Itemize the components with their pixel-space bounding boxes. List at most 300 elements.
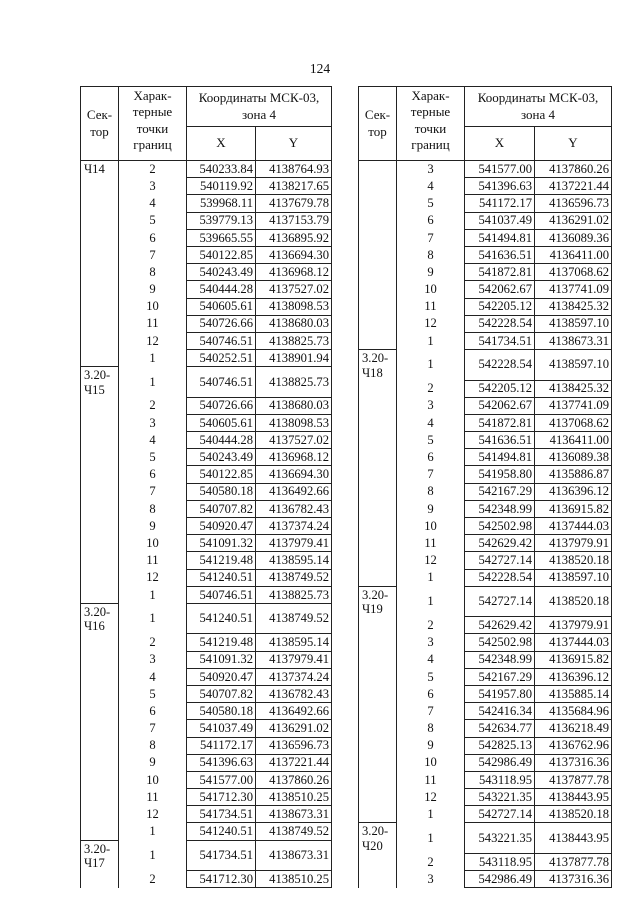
table-row xyxy=(359,789,612,806)
y-header: Y xyxy=(535,127,612,161)
table-row xyxy=(81,552,332,569)
y-coordinate-cell: 4137374.24 xyxy=(256,668,332,685)
table-row xyxy=(359,380,612,397)
table-row xyxy=(359,685,612,702)
point-number-cell: 4 xyxy=(119,432,187,449)
y-coordinate-cell: 4135886.87 xyxy=(535,466,612,483)
sector-cell xyxy=(359,806,397,823)
sector-cell xyxy=(81,720,119,737)
x-coordinate-cell: 539779.13 xyxy=(187,212,256,229)
table-row xyxy=(359,350,612,380)
x-coordinate-cell: 543221.35 xyxy=(465,789,535,806)
point-number-cell: 4 xyxy=(119,195,187,212)
y-coordinate-cell: 4138443.95 xyxy=(535,823,612,853)
table-row xyxy=(81,195,332,212)
table-row xyxy=(359,703,612,720)
y-coordinate-cell: 4138825.73 xyxy=(256,586,332,603)
x-coordinate-cell: 543221.35 xyxy=(465,823,535,853)
table-row xyxy=(81,737,332,754)
table-row xyxy=(359,466,612,483)
y-coordinate-cell: 4138098.53 xyxy=(256,298,332,315)
coordinates-table-left xyxy=(80,86,332,888)
y-coordinate-cell: 4136694.30 xyxy=(256,246,332,263)
y-coordinate-cell: 4136596.73 xyxy=(535,195,612,212)
sector-cell xyxy=(81,634,119,651)
x-coordinate-cell: 542727.14 xyxy=(465,586,535,616)
x-coordinate-cell: 539665.55 xyxy=(187,229,256,246)
sector-cell xyxy=(359,569,397,586)
point-number-cell: 3 xyxy=(397,161,465,178)
point-number-cell: 12 xyxy=(397,315,465,332)
sector-cell xyxy=(81,397,119,414)
x-coordinate-cell: 541577.00 xyxy=(187,771,256,788)
x-coordinate-cell: 542634.77 xyxy=(465,720,535,737)
point-number-cell: 9 xyxy=(397,264,465,281)
y-coordinate-cell: 4138680.03 xyxy=(256,315,332,332)
point-number-cell: 3 xyxy=(397,634,465,651)
table-row xyxy=(359,569,612,586)
sector-cell xyxy=(359,617,397,634)
y-coordinate-cell: 4137741.09 xyxy=(535,281,612,298)
table-row xyxy=(359,414,612,431)
y-coordinate-cell: 4137679.78 xyxy=(256,195,332,212)
x-coordinate-cell: 541037.49 xyxy=(187,720,256,737)
point-number-cell: 7 xyxy=(119,720,187,737)
y-coordinate-cell: 4136396.12 xyxy=(535,483,612,500)
table-body-right xyxy=(359,161,612,888)
sector-cell xyxy=(359,380,397,397)
table-body-left xyxy=(81,161,332,888)
x-coordinate-cell: 540746.51 xyxy=(187,332,256,349)
y-header: Y xyxy=(256,127,332,161)
y-coordinate-cell: 4138901.94 xyxy=(256,350,332,367)
y-coordinate-cell: 4138520.18 xyxy=(535,552,612,569)
x-coordinate-cell: 542205.12 xyxy=(465,298,535,315)
x-coordinate-cell: 540707.82 xyxy=(187,685,256,702)
table-row xyxy=(81,483,332,500)
y-coordinate-cell: 4138597.10 xyxy=(535,350,612,380)
y-coordinate-cell: 4137316.36 xyxy=(535,871,612,888)
x-coordinate-cell: 540726.66 xyxy=(187,315,256,332)
point-number-cell: 10 xyxy=(397,281,465,298)
sector-cell xyxy=(359,535,397,552)
point-number-cell: 10 xyxy=(119,298,187,315)
y-coordinate-cell: 4136411.00 xyxy=(535,246,612,263)
point-number-cell: 11 xyxy=(397,298,465,315)
point-number-cell: 1 xyxy=(397,350,465,380)
sector-cell xyxy=(81,518,119,535)
x-coordinate-cell: 541734.51 xyxy=(465,332,535,349)
table-row xyxy=(359,281,612,298)
sector-cell: 3.20- Ч18 xyxy=(359,350,397,380)
sector-cell xyxy=(81,350,119,367)
x-coordinate-cell: 542348.99 xyxy=(465,500,535,517)
point-number-cell: 5 xyxy=(119,685,187,702)
table-row xyxy=(359,195,612,212)
y-coordinate-cell: 4137979.91 xyxy=(535,535,612,552)
y-coordinate-cell: 4137153.79 xyxy=(256,212,332,229)
sector-cell xyxy=(81,212,119,229)
table-row xyxy=(359,449,612,466)
table-row xyxy=(81,432,332,449)
sector-header: Сек- тор xyxy=(359,87,397,161)
point-number-cell: 8 xyxy=(397,246,465,263)
x-coordinate-cell: 542348.99 xyxy=(465,651,535,668)
y-coordinate-cell: 4136915.82 xyxy=(535,500,612,517)
point-number-cell: 11 xyxy=(119,552,187,569)
point-number-cell: 6 xyxy=(397,449,465,466)
y-coordinate-cell: 4137741.09 xyxy=(535,397,612,414)
point-number-cell: 4 xyxy=(397,651,465,668)
table-row xyxy=(359,651,612,668)
y-coordinate-cell: 4137444.03 xyxy=(535,518,612,535)
x-coordinate-cell: 541494.81 xyxy=(465,449,535,466)
y-coordinate-cell: 4136596.73 xyxy=(256,737,332,754)
sector-cell xyxy=(81,823,119,840)
sector-cell: 3.20- Ч19 xyxy=(359,586,397,616)
y-coordinate-cell: 4137877.78 xyxy=(535,853,612,870)
sector-cell xyxy=(359,246,397,263)
sector-cell xyxy=(359,298,397,315)
point-number-cell: 2 xyxy=(119,634,187,651)
x-coordinate-cell: 541172.17 xyxy=(465,195,535,212)
table-row xyxy=(81,212,332,229)
sector-cell xyxy=(81,281,119,298)
y-coordinate-cell: 4138673.31 xyxy=(256,806,332,823)
y-coordinate-cell: 4136411.00 xyxy=(535,432,612,449)
sector-cell xyxy=(81,586,119,603)
x-coordinate-cell: 540605.61 xyxy=(187,298,256,315)
x-coordinate-cell: 540920.47 xyxy=(187,668,256,685)
y-coordinate-cell: 4137068.62 xyxy=(535,264,612,281)
table-row xyxy=(81,298,332,315)
x-coordinate-cell: 540252.51 xyxy=(187,350,256,367)
point-number-cell: 7 xyxy=(119,483,187,500)
point-number-cell: 5 xyxy=(119,449,187,466)
table-row xyxy=(359,229,612,246)
table-row xyxy=(81,500,332,517)
x-coordinate-cell: 540580.18 xyxy=(187,703,256,720)
x-coordinate-cell: 541219.48 xyxy=(187,552,256,569)
y-coordinate-cell: 4136291.02 xyxy=(256,720,332,737)
table-row xyxy=(81,229,332,246)
y-coordinate-cell: 4138597.10 xyxy=(535,569,612,586)
y-coordinate-cell: 4138680.03 xyxy=(256,397,332,414)
sector-cell xyxy=(359,668,397,685)
coords-title-header: Координаты МСК-03, зона 4 xyxy=(187,87,332,127)
table-row xyxy=(81,823,332,840)
table-row xyxy=(81,161,332,178)
x-coordinate-cell: 541636.51 xyxy=(465,246,535,263)
x-coordinate-cell: 540707.82 xyxy=(187,500,256,517)
table-row xyxy=(359,397,612,414)
point-number-cell: 1 xyxy=(397,569,465,586)
table-row xyxy=(359,315,612,332)
y-coordinate-cell: 4137444.03 xyxy=(535,634,612,651)
x-coordinate-cell: 542825.13 xyxy=(465,737,535,754)
table-row xyxy=(81,315,332,332)
point-number-cell: 3 xyxy=(119,651,187,668)
y-coordinate-cell: 4137877.78 xyxy=(535,771,612,788)
x-coordinate-cell: 540243.49 xyxy=(187,449,256,466)
sector-cell xyxy=(81,500,119,517)
point-number-cell: 7 xyxy=(397,466,465,483)
y-coordinate-cell: 4138425.32 xyxy=(535,380,612,397)
x-coordinate-cell: 541240.51 xyxy=(187,603,256,633)
x-coordinate-cell: 543118.95 xyxy=(465,853,535,870)
x-coordinate-cell: 542062.67 xyxy=(465,281,535,298)
x-coordinate-cell: 542502.98 xyxy=(465,518,535,535)
sector-cell xyxy=(359,229,397,246)
sector-header: Сек- тор xyxy=(81,87,119,161)
point-number-cell: 2 xyxy=(119,397,187,414)
x-coordinate-cell: 541219.48 xyxy=(187,634,256,651)
table-row xyxy=(81,603,332,633)
sector-cell xyxy=(81,315,119,332)
y-coordinate-cell: 4138749.52 xyxy=(256,569,332,586)
sector-cell xyxy=(81,483,119,500)
table-row xyxy=(81,586,332,603)
sector-cell xyxy=(359,264,397,281)
table-row xyxy=(81,350,332,367)
sector-cell xyxy=(359,483,397,500)
x-coordinate-cell: 540605.61 xyxy=(187,414,256,431)
point-number-cell: 8 xyxy=(119,264,187,281)
point-number-cell: 8 xyxy=(397,483,465,500)
y-coordinate-cell: 4138098.53 xyxy=(256,414,332,431)
sector-cell xyxy=(81,754,119,771)
table-row xyxy=(359,552,612,569)
point-number-cell: 10 xyxy=(397,754,465,771)
table-row xyxy=(359,853,612,870)
point-number-cell: 5 xyxy=(119,212,187,229)
sector-cell xyxy=(359,552,397,569)
table-row xyxy=(81,771,332,788)
y-coordinate-cell: 4137860.26 xyxy=(535,161,612,178)
point-number-cell: 12 xyxy=(119,332,187,349)
page-number: 124 xyxy=(309,61,331,76)
sector-cell xyxy=(359,466,397,483)
y-coordinate-cell: 4138595.14 xyxy=(256,634,332,651)
point-number-cell: 10 xyxy=(397,518,465,535)
point-number-cell: 5 xyxy=(397,668,465,685)
x-header: X xyxy=(465,127,535,161)
y-coordinate-cell: 4136915.82 xyxy=(535,651,612,668)
sector-cell xyxy=(81,737,119,754)
y-coordinate-cell: 4138673.31 xyxy=(256,840,332,870)
x-coordinate-cell: 542167.29 xyxy=(465,668,535,685)
table-row xyxy=(81,668,332,685)
table-row xyxy=(81,685,332,702)
y-coordinate-cell: 4138764.93 xyxy=(256,161,332,178)
y-coordinate-cell: 4137979.91 xyxy=(535,617,612,634)
table-row xyxy=(81,840,332,870)
y-coordinate-cell: 4136694.30 xyxy=(256,466,332,483)
x-coordinate-cell: 541712.30 xyxy=(187,871,256,888)
y-coordinate-cell: 4137979.41 xyxy=(256,535,332,552)
y-coordinate-cell: 4138510.25 xyxy=(256,789,332,806)
sector-cell xyxy=(359,195,397,212)
point-number-cell: 12 xyxy=(119,806,187,823)
x-coordinate-cell: 541577.00 xyxy=(465,161,535,178)
point-number-cell: 1 xyxy=(397,586,465,616)
sector-cell xyxy=(359,315,397,332)
y-coordinate-cell: 4136492.66 xyxy=(256,483,332,500)
point-number-cell: 4 xyxy=(119,668,187,685)
sector-cell xyxy=(359,771,397,788)
y-coordinate-cell: 4138825.73 xyxy=(256,332,332,349)
point-number-cell: 6 xyxy=(119,229,187,246)
y-coordinate-cell: 4136968.12 xyxy=(256,449,332,466)
point-number-cell: 7 xyxy=(397,229,465,246)
point-number-cell: 10 xyxy=(119,535,187,552)
table-row xyxy=(359,634,612,651)
sector-cell xyxy=(81,569,119,586)
x-coordinate-cell: 541091.32 xyxy=(187,535,256,552)
x-coordinate-cell: 540122.85 xyxy=(187,466,256,483)
y-coordinate-cell: 4136492.66 xyxy=(256,703,332,720)
point-number-cell: 1 xyxy=(397,823,465,853)
sector-cell xyxy=(81,449,119,466)
point-number-cell: 11 xyxy=(119,789,187,806)
point-number-cell: 11 xyxy=(397,535,465,552)
sector-cell xyxy=(81,806,119,823)
table-row xyxy=(81,246,332,263)
point-number-cell: 3 xyxy=(119,178,187,195)
sector-cell xyxy=(359,332,397,349)
table-row xyxy=(81,754,332,771)
table-row xyxy=(359,212,612,229)
table-row xyxy=(359,264,612,281)
y-coordinate-cell: 4136089.36 xyxy=(535,229,612,246)
sector-cell xyxy=(359,281,397,298)
x-coordinate-cell: 540920.47 xyxy=(187,518,256,535)
table-row xyxy=(81,466,332,483)
y-coordinate-cell: 4138520.18 xyxy=(535,586,612,616)
x-coordinate-cell: 543118.95 xyxy=(465,771,535,788)
sector-cell: 3.20- Ч17 xyxy=(81,840,119,870)
table-row xyxy=(81,703,332,720)
x-header: X xyxy=(187,127,256,161)
x-coordinate-cell: 540746.51 xyxy=(187,367,256,397)
sector-cell: 3.20- Ч15 xyxy=(81,367,119,397)
point-number-cell: 1 xyxy=(119,367,187,397)
sector-cell: Ч14 xyxy=(81,161,119,178)
char-points-header: Харак- терные точки границ xyxy=(397,87,465,161)
sector-cell xyxy=(359,853,397,870)
point-number-cell: 3 xyxy=(119,414,187,431)
point-number-cell: 6 xyxy=(397,212,465,229)
table-row xyxy=(81,535,332,552)
x-coordinate-cell: 542228.54 xyxy=(465,315,535,332)
sector-cell xyxy=(81,871,119,888)
sector-cell xyxy=(359,871,397,888)
x-coordinate-cell: 542502.98 xyxy=(465,634,535,651)
y-coordinate-cell: 4138510.25 xyxy=(256,871,332,888)
x-coordinate-cell: 539968.11 xyxy=(187,195,256,212)
x-coordinate-cell: 541494.81 xyxy=(465,229,535,246)
table-row xyxy=(81,871,332,888)
x-coordinate-cell: 540122.85 xyxy=(187,246,256,263)
y-coordinate-cell: 4136782.43 xyxy=(256,685,332,702)
y-coordinate-cell: 4136089.38 xyxy=(535,449,612,466)
x-coordinate-cell: 541872.81 xyxy=(465,264,535,281)
sector-cell xyxy=(81,771,119,788)
point-number-cell: 9 xyxy=(397,500,465,517)
point-number-cell: 2 xyxy=(397,380,465,397)
x-coordinate-cell: 540746.51 xyxy=(187,586,256,603)
y-coordinate-cell: 4137860.26 xyxy=(256,771,332,788)
table-row xyxy=(359,332,612,349)
y-coordinate-cell: 4136218.49 xyxy=(535,720,612,737)
y-coordinate-cell: 4138520.18 xyxy=(535,806,612,823)
table-row xyxy=(81,449,332,466)
sector-cell xyxy=(81,789,119,806)
x-coordinate-cell: 542062.67 xyxy=(465,397,535,414)
sector-cell xyxy=(359,737,397,754)
table-row xyxy=(359,178,612,195)
x-coordinate-cell: 541396.63 xyxy=(187,754,256,771)
sector-cell xyxy=(359,432,397,449)
point-number-cell: 10 xyxy=(119,771,187,788)
table-row xyxy=(81,397,332,414)
x-coordinate-cell: 541172.17 xyxy=(187,737,256,754)
point-number-cell: 1 xyxy=(119,586,187,603)
sector-cell xyxy=(81,535,119,552)
sector-cell xyxy=(359,685,397,702)
x-coordinate-cell: 540444.28 xyxy=(187,432,256,449)
x-coordinate-cell: 541958.80 xyxy=(465,466,535,483)
x-coordinate-cell: 541712.30 xyxy=(187,789,256,806)
point-number-cell: 8 xyxy=(119,500,187,517)
x-coordinate-cell: 542727.14 xyxy=(465,552,535,569)
sector-cell xyxy=(81,332,119,349)
table-row xyxy=(359,823,612,853)
sector-cell: 3.20- Ч16 xyxy=(81,603,119,633)
x-coordinate-cell: 541240.51 xyxy=(187,569,256,586)
y-coordinate-cell: 4138595.14 xyxy=(256,552,332,569)
table-row xyxy=(359,806,612,823)
sector-cell xyxy=(359,449,397,466)
sector-cell xyxy=(359,212,397,229)
sector-cell xyxy=(81,466,119,483)
point-number-cell: 9 xyxy=(119,754,187,771)
y-coordinate-cell: 4137374.24 xyxy=(256,518,332,535)
y-coordinate-cell: 4135885.14 xyxy=(535,685,612,702)
y-coordinate-cell: 4137527.02 xyxy=(256,281,332,298)
point-number-cell: 8 xyxy=(119,737,187,754)
y-coordinate-cell: 4138597.10 xyxy=(535,315,612,332)
sector-cell xyxy=(359,414,397,431)
y-coordinate-cell: 4136895.92 xyxy=(256,229,332,246)
table-row xyxy=(359,246,612,263)
x-coordinate-cell: 541872.81 xyxy=(465,414,535,431)
table-row xyxy=(81,281,332,298)
table-row xyxy=(81,414,332,431)
x-coordinate-cell: 542986.49 xyxy=(465,754,535,771)
sector-cell xyxy=(81,195,119,212)
sector-cell xyxy=(81,552,119,569)
y-coordinate-cell: 4136396.12 xyxy=(535,668,612,685)
x-coordinate-cell: 540444.28 xyxy=(187,281,256,298)
sector-cell xyxy=(359,634,397,651)
table-row xyxy=(81,634,332,651)
table-row xyxy=(359,771,612,788)
sector-cell xyxy=(81,703,119,720)
point-number-cell: 9 xyxy=(397,737,465,754)
x-coordinate-cell: 540726.66 xyxy=(187,397,256,414)
sector-cell xyxy=(81,685,119,702)
